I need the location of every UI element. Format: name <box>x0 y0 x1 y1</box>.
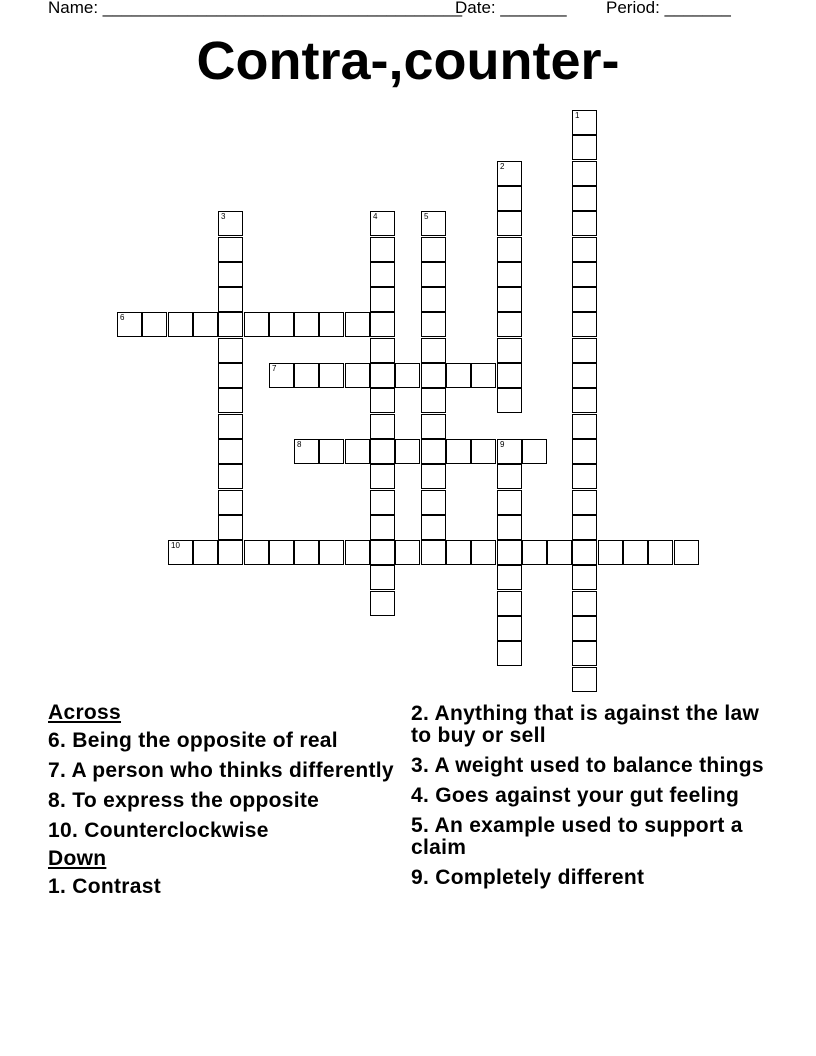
grid-cell[interactable] <box>244 540 269 565</box>
clue-4 <box>411 785 771 807</box>
grid-cell[interactable] <box>572 439 597 464</box>
clue-text: Goes against your gut feeling <box>429 784 740 807</box>
grid-cell[interactable] <box>395 439 420 464</box>
grid-cell[interactable] <box>572 414 597 439</box>
clue-number: 5. <box>411 814 430 837</box>
clue-9 <box>411 867 771 889</box>
clue-text: An example used to support a claim <box>411 814 743 859</box>
clue-number: 6. <box>48 729 67 752</box>
grid-cell[interactable] <box>421 490 446 515</box>
grid-cell[interactable] <box>497 363 522 388</box>
grid-cell[interactable] <box>421 414 446 439</box>
grid-cell[interactable] <box>370 439 395 464</box>
grid-cell[interactable] <box>421 338 446 363</box>
grid-cell[interactable] <box>446 439 471 464</box>
grid-cell[interactable] <box>218 211 243 236</box>
grid-cell[interactable] <box>648 540 673 565</box>
grid-cell[interactable] <box>572 287 597 312</box>
grid-cell[interactable] <box>218 363 243 388</box>
grid-cell[interactable] <box>345 312 370 337</box>
grid-cell[interactable] <box>572 338 597 363</box>
clue-text: Anything that is against the law to buy or sell <box>411 702 760 747</box>
clue-number: 4. <box>411 784 430 807</box>
grid-cell[interactable] <box>345 540 370 565</box>
grid-cell[interactable] <box>572 237 597 262</box>
grid-cell[interactable] <box>572 641 597 666</box>
grid-cell[interactable] <box>623 540 648 565</box>
grid-cell[interactable] <box>497 616 522 641</box>
clue-text: To express the opposite <box>66 789 320 812</box>
grid-cell[interactable] <box>421 540 446 565</box>
grid-cell[interactable] <box>117 312 142 337</box>
grid-cell[interactable] <box>674 540 699 565</box>
clues-left-column <box>48 702 398 906</box>
grid-cell[interactable] <box>294 363 319 388</box>
cell-number: 7 <box>272 364 277 373</box>
grid-cell[interactable] <box>497 312 522 337</box>
grid-cell[interactable] <box>572 388 597 413</box>
clue-7 <box>48 760 398 782</box>
clue-text: A person who thinks differently <box>66 759 394 782</box>
grid-cell[interactable] <box>497 565 522 590</box>
grid-cell[interactable] <box>572 540 597 565</box>
grid-cell[interactable] <box>572 464 597 489</box>
grid-cell[interactable] <box>446 540 471 565</box>
grid-cell[interactable] <box>370 388 395 413</box>
grid-cell[interactable] <box>168 312 193 337</box>
grid-cell[interactable] <box>142 312 167 337</box>
grid-cell[interactable] <box>244 312 269 337</box>
grid-cell[interactable] <box>370 464 395 489</box>
grid-cell[interactable] <box>269 540 294 565</box>
grid-cell[interactable] <box>218 490 243 515</box>
down-clue-list-continued <box>411 703 771 889</box>
grid-cell[interactable] <box>370 591 395 616</box>
grid-cell[interactable] <box>497 490 522 515</box>
grid-cell[interactable] <box>218 312 243 337</box>
grid-cell[interactable] <box>218 388 243 413</box>
grid-cell[interactable] <box>421 312 446 337</box>
grid-cell[interactable] <box>446 363 471 388</box>
grid-cell[interactable] <box>421 439 446 464</box>
grid-cell[interactable] <box>319 439 344 464</box>
grid-cell[interactable] <box>395 363 420 388</box>
clue-number: 2. <box>411 702 430 725</box>
grid-cell[interactable] <box>345 439 370 464</box>
grid-cell[interactable] <box>572 161 597 186</box>
cell-number: 9 <box>500 440 505 449</box>
grid-cell[interactable] <box>421 262 446 287</box>
clue-5 <box>411 815 771 859</box>
grid-cell[interactable] <box>547 540 572 565</box>
grid-cell[interactable] <box>319 312 344 337</box>
grid-cell[interactable] <box>497 262 522 287</box>
clue-text: Counterclockwise <box>78 819 269 842</box>
grid-cell[interactable] <box>497 287 522 312</box>
grid-cell[interactable] <box>168 540 193 565</box>
puzzle-title: Contra-,counter- <box>196 31 620 91</box>
clue-text: Being the opposite of real <box>66 729 338 752</box>
grid-cell[interactable] <box>421 211 446 236</box>
grid-cell[interactable] <box>497 439 522 464</box>
grid-cell[interactable] <box>370 211 395 236</box>
grid-cell[interactable] <box>572 186 597 211</box>
grid-cell[interactable] <box>572 135 597 160</box>
grid-cell[interactable] <box>319 540 344 565</box>
grid-cell[interactable] <box>370 515 395 540</box>
clue-text: Contrast <box>66 875 161 898</box>
grid-cell[interactable] <box>421 464 446 489</box>
grid-cell[interactable] <box>572 312 597 337</box>
grid-cell[interactable] <box>471 363 496 388</box>
clue-8 <box>48 790 398 812</box>
clues-right-column <box>411 703 771 897</box>
clue-6 <box>48 730 398 752</box>
grid-cell[interactable] <box>497 161 522 186</box>
grid-cell[interactable] <box>218 287 243 312</box>
grid-cell[interactable] <box>572 591 597 616</box>
across-heading: Across <box>48 701 122 724</box>
grid-cell[interactable] <box>522 439 547 464</box>
grid-cell[interactable] <box>370 414 395 439</box>
grid-cell[interactable] <box>497 641 522 666</box>
grid-cell[interactable] <box>193 312 218 337</box>
grid-cell[interactable] <box>497 338 522 363</box>
grid-cell[interactable] <box>572 110 597 135</box>
clue-text: A weight used to balance things <box>429 754 764 777</box>
down-heading: Down <box>48 847 107 870</box>
grid-cell[interactable] <box>497 540 522 565</box>
grid-cell[interactable] <box>370 262 395 287</box>
grid-cell[interactable] <box>572 363 597 388</box>
cell-number: 6 <box>120 313 125 322</box>
grid-cell[interactable] <box>421 363 446 388</box>
grid-cell[interactable] <box>218 237 243 262</box>
grid-cell[interactable] <box>370 312 395 337</box>
grid-cell[interactable] <box>497 591 522 616</box>
clue-number: 7. <box>48 759 67 782</box>
grid-cell[interactable] <box>370 237 395 262</box>
grid-cell[interactable] <box>421 287 446 312</box>
name-field[interactable]: Name: ______________________________________ <box>48 0 463 17</box>
grid-cell[interactable] <box>218 414 243 439</box>
grid-cell[interactable] <box>572 515 597 540</box>
cell-number: 1 <box>575 111 580 120</box>
clue-text: Completely different <box>429 866 645 889</box>
grid-cell[interactable] <box>572 262 597 287</box>
grid-cell[interactable] <box>370 338 395 363</box>
grid-cell[interactable] <box>218 540 243 565</box>
grid-cell[interactable] <box>370 287 395 312</box>
period-field[interactable]: Period: _______ <box>606 0 731 17</box>
grid-cell[interactable] <box>218 338 243 363</box>
grid-cell[interactable] <box>269 312 294 337</box>
clue-number: 10. <box>48 819 79 842</box>
cell-number: 2 <box>500 162 505 171</box>
grid-cell[interactable] <box>294 312 319 337</box>
grid-cell[interactable] <box>572 616 597 641</box>
grid-cell[interactable] <box>294 439 319 464</box>
grid-cell[interactable] <box>572 211 597 236</box>
clue-number: 8. <box>48 789 67 812</box>
cell-number: 10 <box>171 541 180 550</box>
clue-number: 9. <box>411 866 430 889</box>
clue-3 <box>411 755 771 777</box>
cell-number: 4 <box>373 212 378 221</box>
clue-1 <box>48 876 398 898</box>
grid-cell[interactable] <box>421 237 446 262</box>
grid-cell[interactable] <box>572 667 597 692</box>
grid-cell[interactable] <box>345 363 370 388</box>
grid-cell[interactable] <box>497 515 522 540</box>
grid-cell[interactable] <box>395 540 420 565</box>
grid-cell[interactable] <box>497 237 522 262</box>
cell-number: 3 <box>221 212 226 221</box>
grid-cell[interactable] <box>370 363 395 388</box>
grid-cell[interactable] <box>471 439 496 464</box>
grid-cell[interactable] <box>319 363 344 388</box>
cell-number: 5 <box>424 212 429 221</box>
grid-cell[interactable] <box>421 388 446 413</box>
grid-cell[interactable] <box>497 186 522 211</box>
date-field[interactable]: Date: _______ <box>455 0 567 17</box>
grid-cell[interactable] <box>572 565 597 590</box>
grid-cell[interactable] <box>294 540 319 565</box>
grid-cell[interactable] <box>421 515 446 540</box>
across-clue-list <box>48 730 398 842</box>
grid-cell[interactable] <box>471 540 496 565</box>
grid-cell[interactable] <box>497 464 522 489</box>
grid-cell[interactable] <box>193 540 218 565</box>
clue-number: 1. <box>48 875 67 898</box>
grid-cell[interactable] <box>497 388 522 413</box>
grid-cell[interactable] <box>218 464 243 489</box>
grid-cell[interactable] <box>218 262 243 287</box>
grid-cell[interactable] <box>598 540 623 565</box>
grid-cell[interactable] <box>370 565 395 590</box>
cell-number: 8 <box>297 440 302 449</box>
grid-cell[interactable] <box>370 540 395 565</box>
grid-cell[interactable] <box>370 490 395 515</box>
clue-2 <box>411 703 771 747</box>
grid-cell[interactable] <box>497 211 522 236</box>
clue-number: 3. <box>411 754 430 777</box>
grid-cell[interactable] <box>218 439 243 464</box>
grid-cell[interactable] <box>572 490 597 515</box>
clue-10 <box>48 820 398 842</box>
grid-cell[interactable] <box>269 363 294 388</box>
grid-cell[interactable] <box>218 515 243 540</box>
grid-cell[interactable] <box>522 540 547 565</box>
down-clue-list <box>48 876 398 898</box>
